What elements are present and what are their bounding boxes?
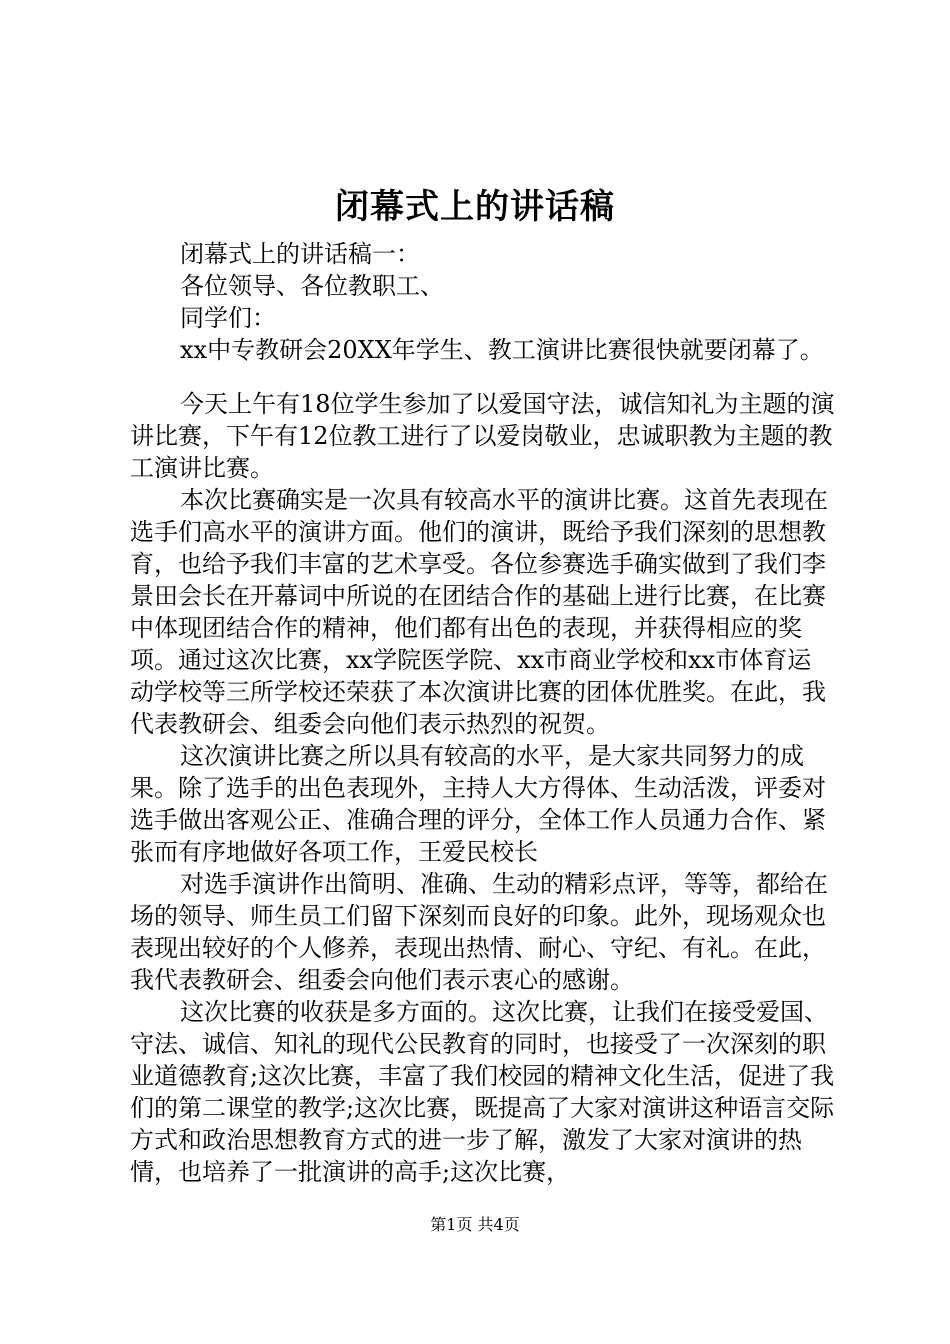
paragraph: 今天上午有18位学生参加了以爱国守法，诚信知礼为主题的演讲比赛，下午有12位教工进行了以爱岗敬业，忠诚职教为主题的教工演讲比赛。 — [130, 390, 835, 482]
page-number-footer: 第1页 共4页 — [430, 1215, 520, 1234]
paragraph: 这次演讲比赛之所以具有较高的水平，是大家共同努力的成果。除了选手的出色表现外，主持人大方得体、生动活泼，评委对选手做出客观公正、准确合理的评分，全体工作人员通力合作、紧张而有序地做好各项工作，王爱民校长 — [130, 742, 826, 866]
paragraph: 这次比赛的收获是多方面的。这次比赛，让我们在接受爱国、守法、诚信、知礼的现代公民教育的同时，也接受了一次深刻的职业道德教育;这次比赛，丰富了我们校园的精神文化生活，促进了我们的第二课堂的教学;这次比赛，既提高了大家对演讲这种语言交际方式和政治思想教育方式的进一步了解，激发了大家对演讲的热情，也培养了一批演讲的高手;这次比赛， — [130, 998, 835, 1186]
paragraph: 对选手演讲作出简明、准确、生动的精彩点评，等等，都给在场的领导、师生员工们留下深刻而良好的印象。此外，现场观众也表现出较好的个人修养，表现出热情、耐心、守纪、有礼。在此，我代表教研会、组委会向他们表示衷心的感谢。 — [130, 870, 828, 994]
paragraph: 本次比赛确实是一次具有较高水平的演讲比赛。这首先表现在选手们高水平的演讲方面。他们的演讲，既给予我们深刻的思想教育，也给予我们丰富的艺术享受。各位参赛选手确实做到了我们李景田会长在开幕词中所说的在团结合作的基础上进行比赛，在比赛中体现团结合作的精神，他们都有出色的表现，并获得相应的奖项。通过这次比赛，xx学院医学院、xx市商业学校和xx市体育运动学校等三所学校还荣获了本次演讲比赛的团体优胜奖。在此，我代表教研会、组委会向他们表示热烈的祝贺。 — [130, 486, 828, 738]
paragraph-spacer — [130, 366, 835, 388]
paragraph-opening: xx中专教研会20XX年学生、教工演讲比赛很快就要闭幕了。 — [180, 336, 824, 364]
document-body — [130, 238, 835, 1188]
salutation-line-2: 同学们： — [180, 304, 276, 332]
subtitle: 闭幕式上的讲话稿一： — [180, 240, 420, 268]
document-title: 闭幕式上的讲话稿 — [335, 187, 615, 227]
salutation-line-1: 各位领导、各位教职工、 — [180, 272, 444, 300]
